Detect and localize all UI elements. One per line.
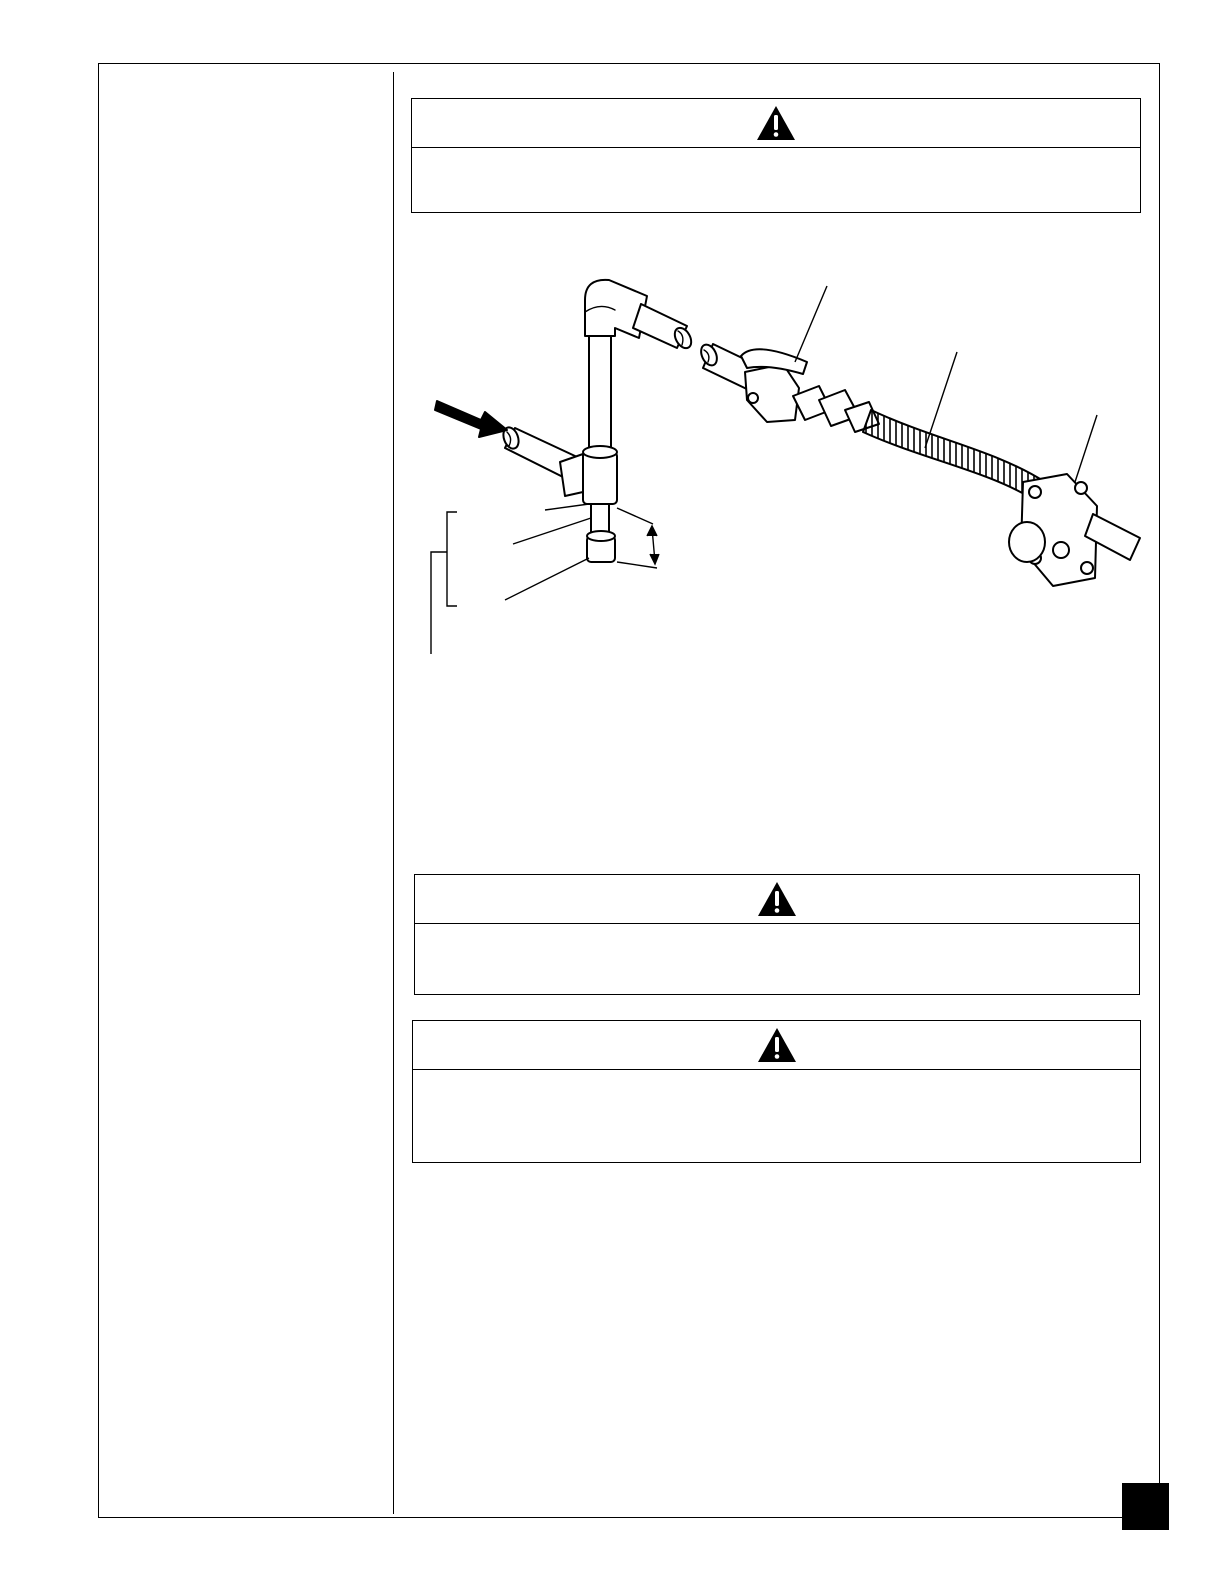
- warning-triangle-icon: [757, 881, 797, 917]
- dimension-indicator: [617, 508, 659, 568]
- warning-header: [412, 99, 1140, 148]
- warning-text: [413, 1069, 1140, 1162]
- column-divider: [393, 72, 394, 1514]
- warning-triangle-icon: [756, 105, 796, 141]
- warning-header: [415, 875, 1139, 924]
- warning-triangle-icon: [757, 1027, 797, 1063]
- tee-body: [583, 452, 617, 504]
- warning-box-middle: [414, 874, 1140, 995]
- sediment-trap-bracket: [447, 512, 457, 606]
- riser-pipe: [589, 324, 611, 464]
- gas-connection-diagram: [395, 260, 1160, 670]
- warning-box-top: [411, 98, 1141, 213]
- warning-text: [415, 923, 1139, 994]
- warning-header: [413, 1021, 1140, 1070]
- page-number-tab: [1122, 1483, 1169, 1530]
- tee-fitting: [560, 454, 583, 496]
- warning-box-bottom: [412, 1020, 1141, 1163]
- flow-direction-arrow: [435, 401, 507, 437]
- flexible-gas-connector: [863, 410, 1045, 500]
- warning-text: [412, 147, 1140, 212]
